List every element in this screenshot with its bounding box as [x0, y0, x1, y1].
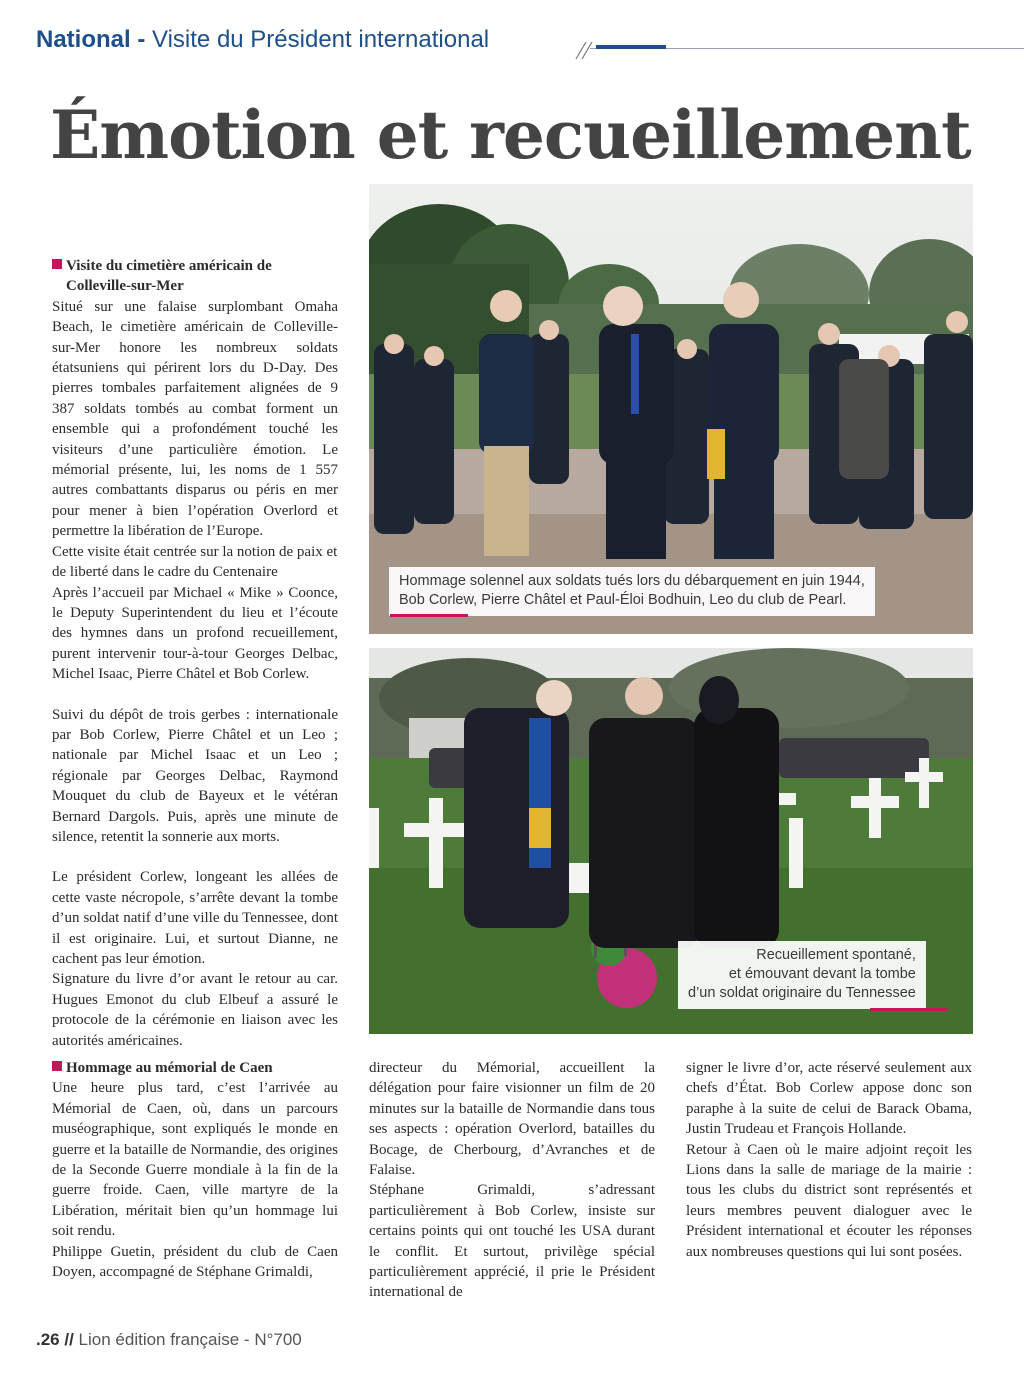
caption-accent-bar [870, 1008, 948, 1011]
bullet-square-icon [52, 1061, 62, 1071]
caption-line: Recueillement spontané, [756, 947, 916, 963]
subheading-line-1: Visite du cimetière américain de [66, 258, 272, 274]
paragraph: Philippe Guetin, président du club de Caen Doyen, accompagné de Stéphane Grimaldi, [52, 1243, 338, 1281]
right-column [686, 1058, 972, 1262]
publication-name: Lion édition française - N°700 [78, 1330, 302, 1349]
subheading-cemetery [52, 256, 338, 297]
paragraph: Signature du livre d’or avant le retour au car. Hugues Emonot du club Elbeuf a assuré le protocole de la cérémonie en liaison avec les autorités américaines. [52, 971, 338, 1049]
grave-photo-caption [678, 941, 926, 1009]
paragraph: signer le livre d’or, acte réservé seulement aux chefs d’État. Bob Corlew appose donc son paraphe à la suite de celui de Barack Obama, Justin Trudeau et François Hollande. [686, 1060, 972, 1138]
footer-separator: // [59, 1330, 79, 1349]
bullet-square-icon [52, 259, 62, 269]
caption-line: d’un soldat originaire du Tennessee [688, 985, 916, 1001]
caption-line: Hommage solennel aux soldats tués lors du débarquement en juin 1944, [399, 573, 865, 589]
subheading-memorial [52, 1058, 338, 1078]
paragraph: Situé sur une falaise surplombant Omaha Beach, le cimetière américain de Colleville-sur-Mer honore les nombreux soldats étatsuniens qui périrent lors du D-Day. Des pierres tombales parfaitement alignées de 9 387 soldats tombés au combat forment un ensemble qui a profondément touché les visiteurs d’une particulière émotion. Le mémorial présente, lui, les noms de 1 557 autres combattants disparus ou péris en mer pour mener à bien l’opération Overlord et permettre la libération de l’Europe. [52, 298, 338, 540]
paragraph: Cette visite était centrée sur la notion de paix et de liberté dans le cadre du Centenaire [52, 543, 338, 581]
subheading-text: Hommage au mémorial de Caen [66, 1060, 273, 1076]
section-label: National [36, 26, 131, 53]
caption-line: Bob Corlew, Pierre Châtel et Paul-Éloi Bodhuin, Leo du club de Pearl. [399, 592, 847, 608]
paragraph: Retour à Caen où le maire adjoint reçoit les Lions dans la salle de mariage de la mairie : tous les clubs du district sont représentés et leurs membres peuvent dialoguer avec le Président international et écouter les réponses aux nombreuses questions qui lui sont posées. [686, 1141, 972, 1260]
middle-column [369, 1058, 655, 1303]
header-separator: - [130, 26, 153, 53]
page-footer [36, 1330, 302, 1350]
paragraph: Suivi du dépôt de trois gerbes : internationale par Bob Corlew, Pierre Châtel et un Leo ; nationale par Michel Isaac et un Leo ; régionale par Georges Delbac, Raymond Mouquet du club de Bayeux et le vétéran Bernard Dargols. Puis, après une minute de silence, retentit la sonnerie aux morts. [52, 706, 338, 845]
paragraph: directeur du Mémorial, accueillent la délégation pour faire visionner un film de 20 minutes sur la bataille de Normandie dans tous ses aspects : opération Overlord, batailles du Bocage, de Cherbourg, d’Avranches et de Falaise. [369, 1060, 655, 1179]
caption-accent-bar [390, 614, 468, 617]
paragraph: Le président Corlew, longeant les allées de cette vaste nécropole, s’arrête devant la tombe d’un soldat natif d’une ville du Tennessee, dont il est originaire. Lui, et surtout Dianne, ne cachent pas leur émotion. [52, 869, 338, 967]
paragraph: Une heure plus tard, c’est l’arrivée au Mémorial de Caen, où, dans un parcours muséographique, sont expliqués le monde en guerre et la bataille de Normandie, des origines de la Seconde Guerre mondiale à la fin de la guerre froide. Caen, ville martyre de la Libération, méritait bien qu’un hommage lui soit rendu. [52, 1080, 338, 1240]
left-column-lower [52, 1058, 338, 1282]
ceremony-photo-caption [389, 567, 875, 616]
section-subtitle: Visite du Président international [152, 26, 490, 53]
subheading-line-2: Colleville-sur-Mer [66, 278, 184, 295]
section-header [36, 26, 489, 58]
left-column [52, 256, 338, 1051]
paragraph: Stéphane Grimaldi, s’adressant particulièrement à Bob Corlew, insiste sur certains points qui ont touché les USA durant le conflit. Et surtout, privilège spécial particulièrement apprécié, il prie le Président international de [369, 1182, 655, 1301]
caption-line: et émouvant devant la tombe [728, 966, 916, 982]
header-accent-bar [596, 45, 666, 49]
article-title: Émotion et recueillement [50, 96, 971, 174]
paragraph: Après l’accueil par Michael « Mike » Coonce, le Deputy Superintendent du lieu et l’écoute des hymnes dans un profond recueillement, purent intervenir tour-à-tour Georges Delbac, Michel Isaac, Pierre Châtel et Bob Corlew. [52, 584, 338, 683]
page-number: .26 [36, 1330, 60, 1349]
double-slash-ornament [574, 40, 596, 60]
